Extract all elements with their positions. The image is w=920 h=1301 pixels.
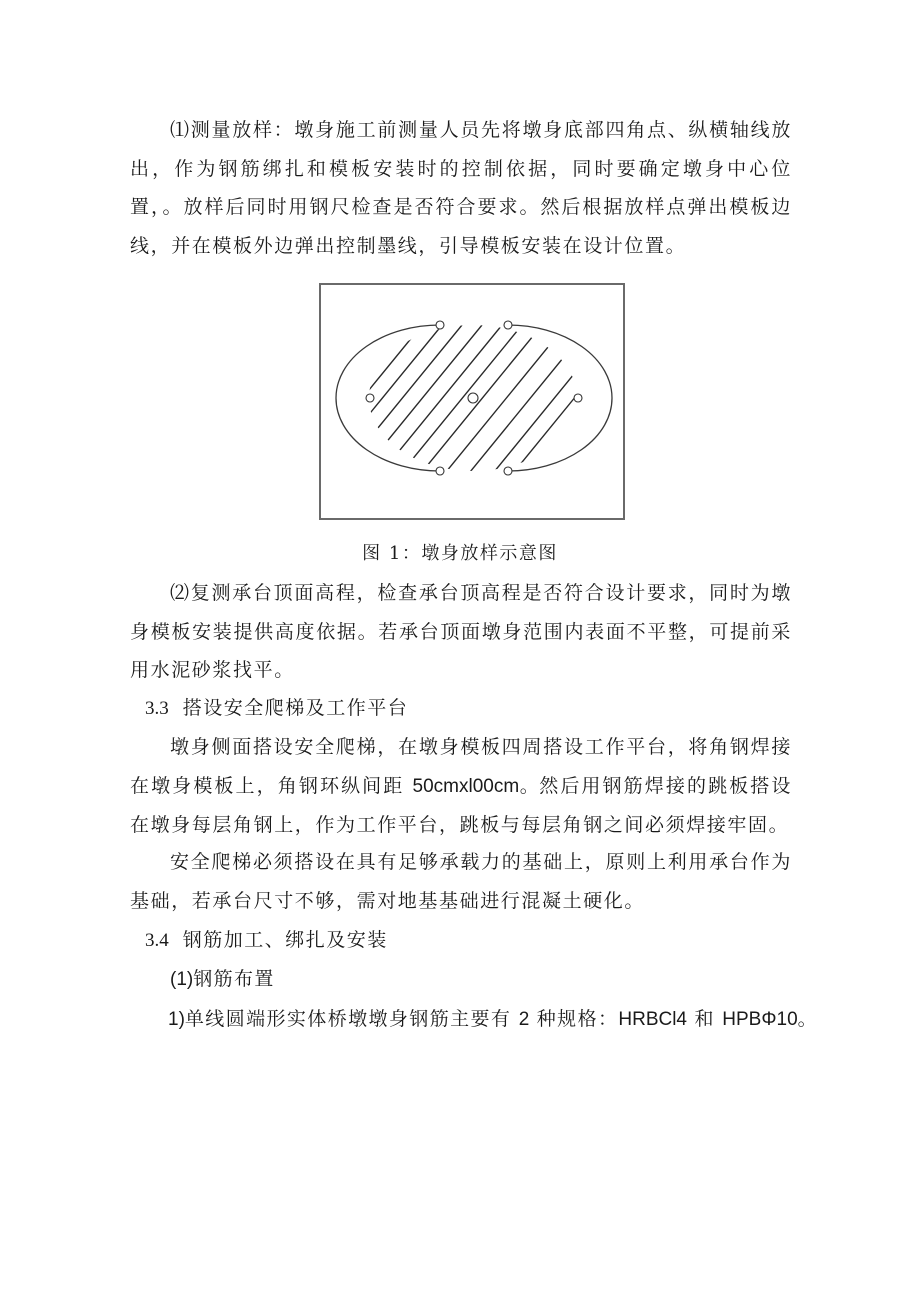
text-segment: 墩身侧面搭设安全爬梯，在墩身模板四周搭设工作平台，将角钢焊接在墩身模板上，角钢环纵间距: [130, 736, 792, 797]
paragraph-ladder-foundation: 安全爬梯必须搭设在具有足够承载力的基础上，原则上利用承台作为基础，若承台尺寸不够，需对地基基础进行混凝土硬化。: [130, 851, 792, 912]
marker-bottom-left-icon: [436, 467, 444, 475]
section-title: 钢筋加工、绑扎及安装: [182, 929, 388, 951]
figure-caption: 图 1：墩身放样示意图: [362, 543, 558, 564]
section-heading-3-4: [145, 921, 388, 960]
marker-top-left-icon: [436, 321, 444, 329]
paragraph-survey-layout: ⑴测量放样：墩身施工前测量人员先将墩身底部四角点、纵横轴线放出，作为钢筋绑扎和模板安装时的控制依据，同时要确定墩身中心位置，。放样后同时用钢尺检查是否符合要求。然后根据放样点弹出模板边线，并在模板外边弹出控制墨线，引导模板安装在设计位置。: [130, 119, 792, 258]
text-segment: 和: [687, 1008, 723, 1030]
item-label: (1): [170, 969, 194, 990]
section-title: 搭设安全爬梯及工作平台: [182, 697, 409, 719]
rebar-spec-2: HPBΦ10。: [722, 1009, 817, 1030]
text-segment: 种规格：: [529, 1008, 619, 1030]
spacing-measure: 50cmxl00cm。: [412, 775, 540, 797]
paragraph-recheck-elevation: ⑵复测承台顶面高程，检查承台顶高程是否符合设计要求，同时为墩身模板安装提供高度依据。若承台顶面墩身范围内表面不平整，可提前采用水泥砂浆找平。: [130, 582, 792, 682]
item-text: 钢筋布置: [193, 968, 275, 990]
rebar-spec-line: [168, 1000, 817, 1039]
rebar-spec-1: HRBCl4: [618, 1009, 687, 1030]
text-segment: 单线圆端形实体桥墩墩身钢筋主要有: [184, 1008, 519, 1030]
marker-bottom-right-icon: [504, 467, 512, 475]
marker-right-icon: [574, 394, 582, 402]
paragraph-ladder-platform: [130, 728, 792, 845]
section-heading-3-3: [145, 689, 408, 728]
figure-pier-layout-diagram: [319, 283, 625, 520]
item-label: 1): [168, 1009, 185, 1030]
pier-outline-diagram: [321, 285, 623, 518]
marker-top-right-icon: [504, 321, 512, 329]
marker-center-icon: [468, 393, 478, 403]
marker-left-icon: [366, 394, 374, 402]
text-segment: 然后用钢筋焊接的跳板搭设在墩身每层角钢上，作为工作平台，跳板与每层角钢之间必须焊接牢固。: [130, 774, 792, 837]
section-number: 3.4: [145, 930, 169, 951]
section-number: 3.3: [145, 698, 169, 719]
spec-count: 2: [518, 1009, 530, 1030]
subsection-rebar-layout: [170, 960, 275, 999]
